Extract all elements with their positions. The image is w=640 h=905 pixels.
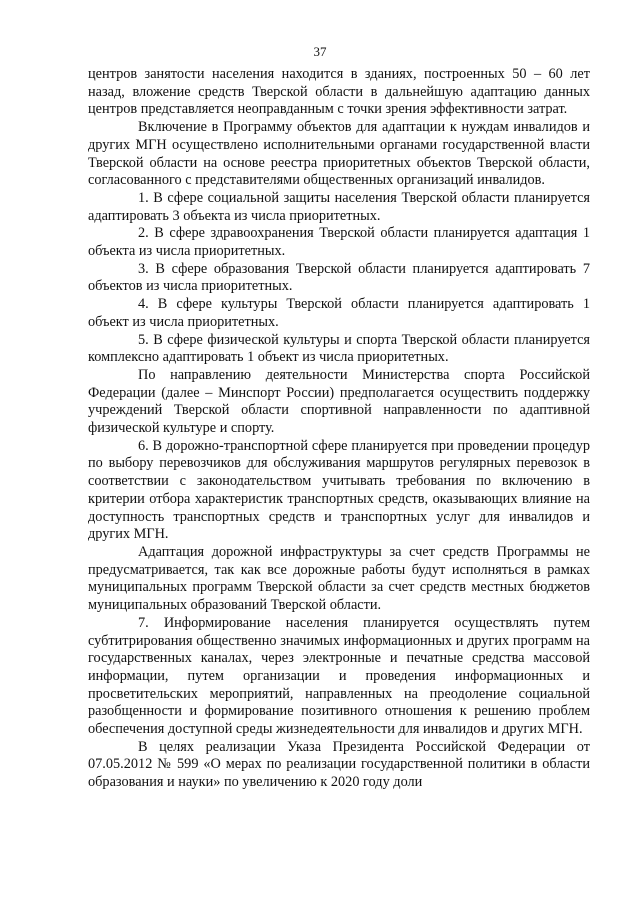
paragraph: Включение в Программу объектов для адаптации к нуждам инвалидов и других МГН осуществлено исполнительными органами государственной власти Тверской области на основе реестра приоритетных объектов Тверской области, согласованного с представителями общественных организаций инвалидов. [88, 119, 590, 189]
paragraph: В целях реализации Указа Президента Российской Федерации от 07.05.2012 № 599 «О мерах по реализации государственной политики в области образования и науки» по увеличению к 2020 году доли [88, 738, 590, 791]
page-number: 37 [313, 44, 327, 59]
paragraph: 1. В сфере социальной защиты населения Тверской области планируется адаптировать 3 объекта из числа приоритетных. [88, 189, 590, 224]
paragraph: По направлению деятельности Министерства спорта Российской Федерации (далее – Минспорт России) предполагается осуществить поддержку учреждений Тверской области спортивной направленности по адаптивной физической культуре и спорту. [88, 366, 590, 437]
paragraph: Адаптация дорожной инфраструктуры за счет средств Программы не предусматривается, так как все дорожные работы будут исполняться в рамках муниципальных программ Тверской области за счет средств местных бюджетов муниципальных образований Тверской области. [88, 543, 590, 614]
paragraph: 6. В дорожно-транспортной сфере планируется при проведении процедур по выбору перевозчиков для обслуживания маршрутов регулярных перевозок в соответствии с законодательством учитывать требования по включению в критерии отбора характеристик транспортных средств, оказывающих влияние на доступность транспортных средств и транспортных услуг для инвалидов и других МГН. [88, 437, 590, 543]
paragraph: 3. В сфере образования Тверской области планируется адаптировать 7 объектов из числа приоритетных. [88, 260, 590, 295]
paragraph: 5. В сфере физической культуры и спорта Тверской области планируется комплексно адаптировать 1 объект из числа приоритетных. [88, 331, 590, 366]
paragraph: центров занятости населения находится в зданиях, построенных 50 – 60 лет назад, вложение средств Тверской области в дальнейшую адаптацию данных центров представляется неоправданным с точки зрения эффективности затрат. [88, 66, 590, 118]
document-body [88, 66, 590, 792]
paragraph: 2. В сфере здравоохранения Тверской области планируется адаптация 1 объекта из числа приоритетных. [88, 225, 590, 260]
paragraph: 7. Информирование населения планируется осуществлять путем субтитрирования общественно значимых информационных и других программ на государственных каналах, через электронные и печатные средства массовой информации, путем организации и проведения информационных и просветительских мероприятий, направленных на преодоление социальной разобщенности и формирование позитивного отношения к решению проблем обеспечения доступной среды жизнедеятельности для инвалидов и других МГН. [88, 614, 590, 738]
paragraph: 4. В сфере культуры Тверской области планируется адаптировать 1 объект из числа приоритетных. [88, 296, 590, 330]
